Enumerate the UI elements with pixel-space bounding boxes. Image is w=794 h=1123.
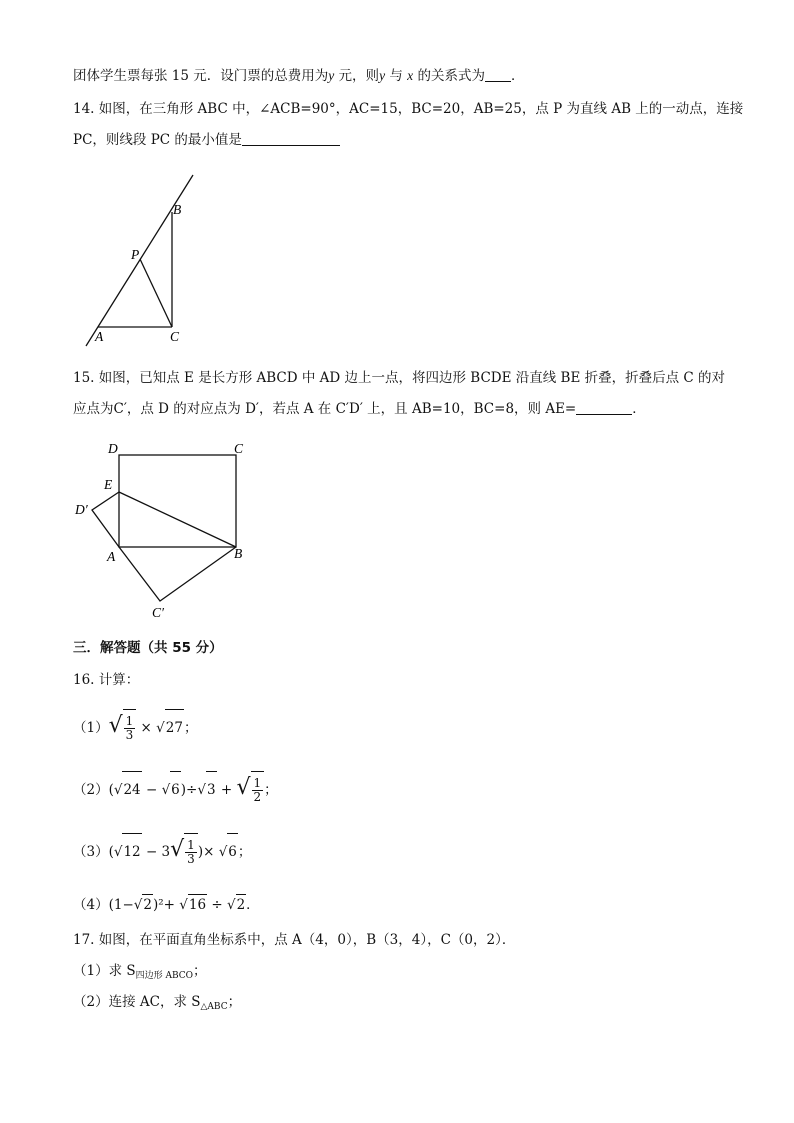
fraction-numerator: 1 [125,714,134,728]
q13-text: 与 [385,68,408,84]
radical-sign: √ [218,844,228,860]
q16-part-3 [73,832,251,870]
radical-sign: √ [197,782,206,798]
label-c: C [170,329,180,344]
q16-part-2 [73,770,278,808]
part-label: （1） [73,720,109,736]
radical-sign: √ [108,713,123,738]
label-a: A [107,549,116,564]
radical-sign: √ [226,897,236,913]
punct: ． [246,897,260,913]
line-ab [86,175,193,346]
q14-line-2 [73,130,340,150]
radical-sign: √ [179,897,188,913]
punct: ； [183,720,198,736]
punct: ； [264,782,278,798]
fraction-denominator: 2 [253,790,262,804]
q17-part-1 [73,961,207,986]
answer-blank[interactable] [242,131,340,146]
label-c: C [234,441,244,456]
var-y: y [379,68,386,83]
answer-blank[interactable] [485,67,511,82]
q15-figure [70,436,260,626]
q17-part-2 [73,992,241,1017]
q15-text: ． [632,401,646,417]
label-c-prime: C′ [152,605,164,620]
punct: ； [227,994,242,1010]
punct: ； [193,963,207,979]
q14-line-1: 14. 如图，在三角形 ABC 中，∠ACB=90°，AC=15，BC=20，AB=25，点 P 为直线 AB 上的一动点，连接 [73,101,744,117]
operator: ÷ [207,897,227,913]
radical-sign: √ [133,897,143,913]
radicand: 3 [206,771,217,808]
operator: × [136,720,157,736]
q16-part-4 [73,894,260,915]
fraction-numerator: 1 [187,838,195,852]
radical-sign: √ [170,837,185,862]
rectangle-abcd [119,455,236,547]
radicand: 12 [122,833,141,870]
q16-title: 16. 计算： [73,672,140,688]
operator: − 3 [141,844,171,860]
q13-text: 团体学生票每张 15 元．设门票的总费用为 [73,68,329,84]
label-a: A [95,329,104,344]
q15-line-2 [73,399,646,419]
operator: + [216,782,237,798]
q15-text: 应点为C′，点 D 的对应点为 D′，若点 A 在 C′D′ 上，且 AB=10，BC=8，则 AE= [73,401,577,417]
var-x: x [407,68,414,83]
radicand: 6 [170,771,181,808]
part-label: （4）(1− [73,897,134,913]
q16-part-1 [73,708,197,746]
radical-sign: √ [161,782,171,798]
label-p: P [131,247,140,262]
part-label: （3）( [73,844,114,860]
q15-line-1: 15. 如图，已知点 E 是长方形 ABCD 中 AD 边上一点，将四边形 BCDE 沿直线 BE 折叠，折叠后点 C 的对 [73,370,726,386]
radicand: 16 [188,894,207,915]
q17-text: （1）求 S [73,963,136,979]
answer-blank[interactable] [576,400,632,415]
operator: )× [197,844,219,860]
var-y: y [328,68,335,83]
q13-text: 元，则 [334,68,380,84]
radical-sign: √ [113,844,123,860]
operator: )²+ [152,897,180,913]
label-b: B [234,546,243,561]
radical-sign: √ [236,775,251,800]
subscript: 四边形 ABCO [135,971,194,981]
radical-sign: √ [156,720,165,736]
q13-text: ． [510,68,525,84]
fraction-denominator: 3 [125,728,134,742]
q14-figure [80,170,210,350]
segment-eb [119,492,236,547]
radicand: 24 [122,771,141,808]
fraction-denominator: 3 [187,852,195,866]
label-d-prime: D′ [75,502,88,517]
section-title: 三．解答题（共 55 分） [73,640,223,656]
operator: − [141,782,162,798]
punct: ； [237,844,252,860]
radical-sign: √ [113,782,123,798]
fraction-numerator: 1 [253,776,262,790]
operator: )÷ [180,782,198,798]
q13-text: 的关系式为 [413,68,485,84]
radicand: 6 [227,833,238,870]
label-d: D [108,441,118,456]
radicand: 2 [236,894,247,915]
q14-text: PC，则线段 PC 的最小值是 [73,132,242,148]
label-e: E [104,477,113,492]
q13-tail-line [73,66,524,86]
radicand: 27 [165,709,184,746]
subscript: △ABC [200,1002,228,1012]
q17-text: （2）连接 AC，求 S [73,994,201,1010]
label-b: B [173,202,182,217]
segment-pc [140,259,172,327]
radicand: 2 [142,894,153,915]
part-label: （2）( [73,782,114,798]
q17-line-1: 17. 如图，在平面直角坐标系中，点 A（4，0），B（3，4），C（0，2）． [73,932,516,948]
